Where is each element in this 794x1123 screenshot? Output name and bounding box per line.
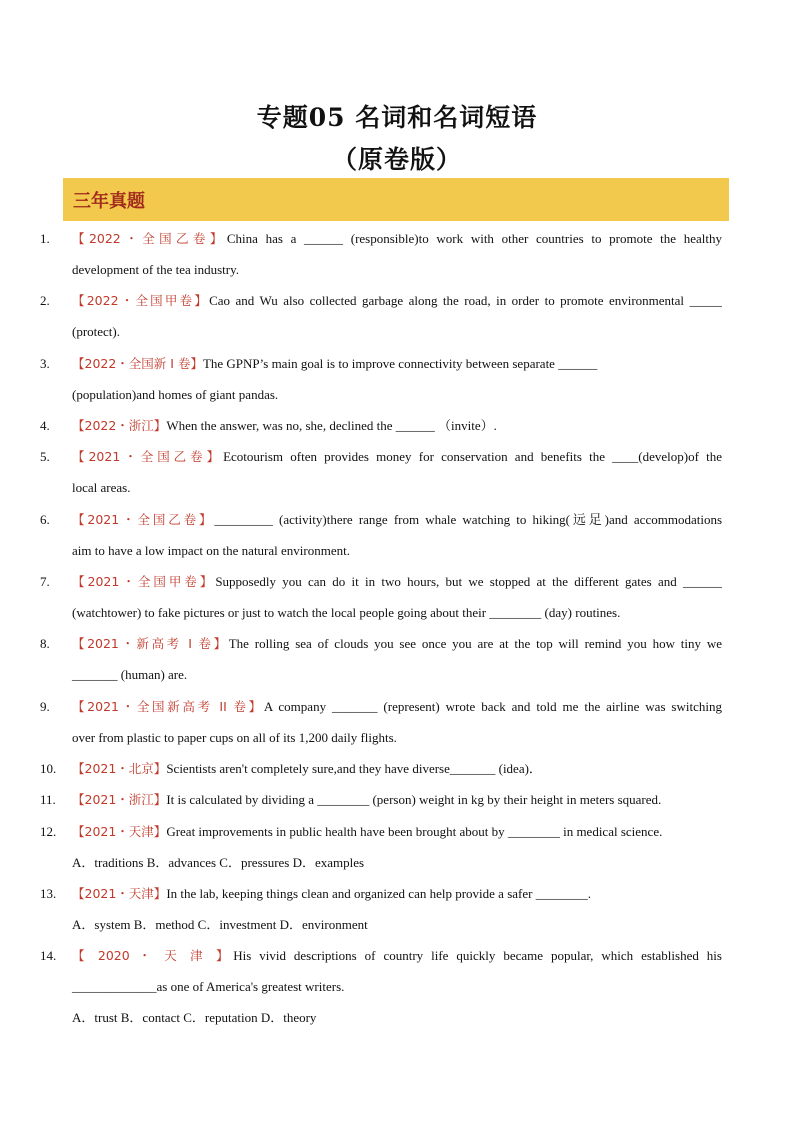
- question-number: 10.: [40, 761, 57, 776]
- question-continuation: _______ (human) are.: [72, 667, 188, 682]
- page-subtitle: （原卷版）: [331, 145, 462, 174]
- question-continuation: over from plastic to paper cups on all of its 1,200 daily flights.: [72, 730, 397, 745]
- question-number: 13.: [40, 886, 57, 901]
- question-text: Cao and Wu also collected garbage along the road, in order to promote environmental _____: [209, 293, 722, 308]
- question-source: 【2021・浙江】: [72, 792, 167, 807]
- question-source: 【2021・全国甲卷】: [72, 574, 216, 589]
- question-continuation: _____________as one of America's greatest writers.: [72, 979, 345, 994]
- question-source: 【2021・全国乙卷】: [72, 449, 224, 464]
- question-continuation: aim to have a low impact on the natural environment.: [72, 543, 350, 558]
- question-source: 【 2020 ・ 天 津 】: [72, 948, 234, 963]
- question-text: _________ (activity)there range from whale watching to hiking(远足)and accommodations: [214, 512, 722, 527]
- question-continuation: (population)and homes of giant pandas.: [72, 387, 279, 402]
- section-title: 三年真题: [73, 191, 145, 212]
- question-source: 【2021・天津】: [72, 824, 167, 839]
- question-line: [72, 886, 722, 902]
- question-source: 【2021・全国新高考 II 卷】: [72, 699, 264, 714]
- question-text: His vivid descriptions of country life quickly became popular, which established his: [233, 948, 722, 963]
- question-text: Ecotourism often provides money for conservation and benefits the ____(develop)of the: [223, 449, 722, 464]
- question-text: The GPNP’s main goal is to improve connectivity between separate ______: [202, 356, 598, 371]
- page-title: 专题05 名词和名词短语: [256, 103, 538, 132]
- question-number: 1.: [40, 231, 50, 246]
- question-continuation: A．traditions B．advances C．pressures D．examples: [72, 855, 365, 870]
- question-line: [72, 574, 722, 590]
- question-line: [72, 761, 722, 777]
- question-source: 【2021・新高考 I 卷】: [72, 636, 229, 651]
- question-14-options: A．trust B．contact C．reputation D．theory: [72, 1010, 317, 1025]
- question-text: When the answer, was no, she, declined the ______ （invite）.: [166, 418, 497, 433]
- question-text: Great improvements in public health have been brought about by ________ in medical science.: [166, 824, 663, 839]
- question-text: The rolling sea of clouds you see once you are at the top will remind you how tiny we: [228, 636, 722, 651]
- question-text: A company _______ (represent) wrote back and told me the airline was switching: [263, 699, 722, 714]
- question-continuation: local areas.: [72, 480, 131, 495]
- question-text: China has a ______ (responsible)to work with other countries to promote the healthy: [226, 231, 722, 246]
- question-number: 14.: [40, 948, 57, 963]
- question-line: [72, 792, 722, 808]
- question-line: [72, 512, 722, 528]
- question-number: 7.: [40, 574, 50, 589]
- question-number: 5.: [40, 449, 50, 464]
- question-line: [72, 948, 722, 964]
- question-line: [72, 636, 722, 652]
- question-source: 【2022・全国甲卷】: [72, 293, 210, 308]
- question-line: [72, 356, 722, 372]
- question-number: 9.: [40, 699, 50, 714]
- question-continuation: A．system B．method C．investment D．environment: [72, 917, 368, 932]
- question-source: 【2021・全国乙卷】: [72, 512, 215, 527]
- question-number: 6.: [40, 512, 50, 527]
- question-line: [72, 293, 722, 309]
- question-number: 8.: [40, 636, 50, 651]
- question-continuation: (protect).: [72, 324, 121, 339]
- question-number: 12.: [40, 824, 57, 839]
- question-line: [72, 231, 722, 247]
- question-number: 4.: [40, 418, 50, 433]
- question-line: [72, 824, 722, 840]
- section-banner: [63, 178, 729, 221]
- question-text: In the lab, keeping things clean and organized can help provide a safer ________.: [166, 886, 591, 901]
- question-source: 【2022・全国乙卷】: [72, 231, 227, 246]
- question-text: It is calculated by dividing a ________ (person) weight in kg by their height in meters squared.: [166, 792, 662, 807]
- question-number: 2.: [40, 293, 50, 308]
- question-number: 11.: [40, 792, 56, 807]
- question-text: Supposedly you can do it in two hours, but we stopped at the different gates and ______: [215, 574, 722, 589]
- question-continuation: development of the tea industry.: [72, 262, 240, 277]
- question-line: [72, 449, 722, 465]
- question-source: 【2021・天津】: [72, 886, 167, 901]
- question-text: Scientists aren't completely sure,and they have diverse_______ (idea)．: [166, 761, 542, 776]
- question-continuation: (watchtower) to fake pictures or just to watch the local people going about their ________ (day) routines.: [72, 605, 621, 620]
- question-source: 【2022・全国新 I 卷】: [72, 356, 203, 371]
- question-line: [72, 418, 722, 434]
- question-line: [72, 699, 722, 715]
- question-number: 3.: [40, 356, 50, 371]
- question-source: 【2021・北京】: [72, 761, 167, 776]
- question-source: 【2022・浙江】: [72, 418, 167, 433]
